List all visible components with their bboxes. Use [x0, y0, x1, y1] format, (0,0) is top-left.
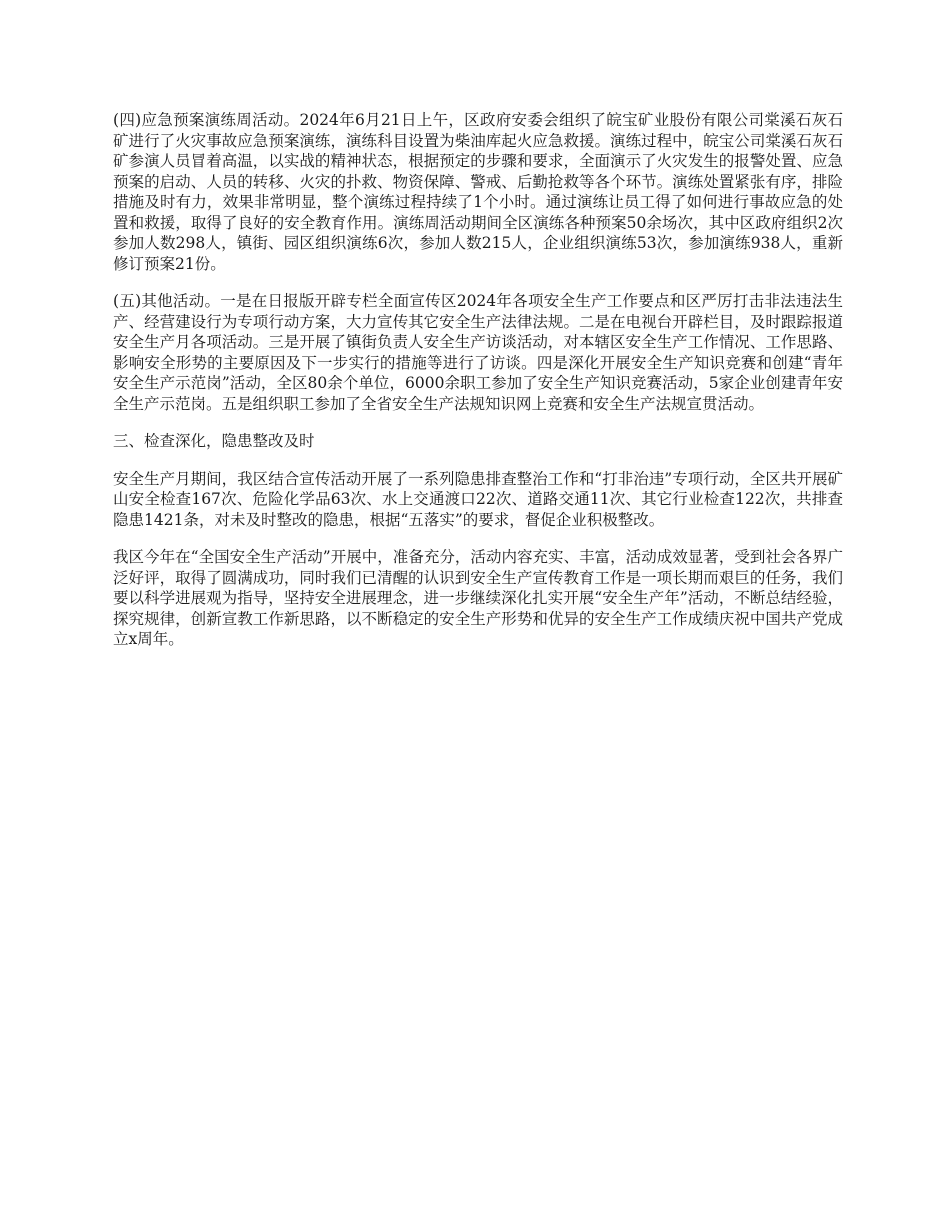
section-heading-inspection: 三、检查深化，隐患整改及时: [113, 432, 315, 450]
document-page: [113, 110, 843, 667]
paragraph-other-activities: (五)其他活动。一是在日报版开辟专栏全面宣传区2024年各项安全生产工作要点和区严厉打击非法违法生产、经营建设行为专项行动方案，大力宣传其它安全生产法律法规。二是在电视台开辟栏目，及时跟踪报道安全生产月各项活动。三是开展了镇街负责人安全生产访谈活动，对本辖区安全生产工作情况、工作思路、影响安全形势的主要原因及下一步实行的措施等进行了访谈。四是深化开展安全生产知识竞赛和创建“青年安全生产示范岗”活动，全区80余个单位，6000余职工参加了安全生产知识竞赛活动，5家企业创建青年安全生产示范岗。五是组织职工参加了全省安全生产法规知识网上竞赛和安全生产法规宣贯活动。: [113, 292, 843, 413]
paragraph-hazard-inspection: 安全生产月期间，我区结合宣传活动开展了一系列隐患排查整治工作和“打非治违”专项行动，全区共开展矿山安全检查167次、危险化学品63次、水上交通渡口22次、道路交通11次、其它行业检查122次，共排查隐患1421条，对未及时整改的隐患，根据“五落实”的要求，督促企业积极整改。: [113, 469, 843, 529]
paragraph-emergency-drill-week: (四)应急预案演练周活动。2024年6月21日上午，区政府安委会组织了皖宝矿业股份有限公司棠溪石灰石矿进行了火灾事故应急预案演练，演练科目设置为柴油库起火应急救援。演练过程中，皖宝公司棠溪石灰石矿参演人员冒着高温，以实战的精神状态，根据预定的步骤和要求，全面演示了火灾发生的报警处置、应急预案的启动、人员的转移、火灾的扑救、物资保障、警戒、后勤抢救等各个环节。演练处置紧张有序，排险措施及时有力，效果非常明显，整个演练过程持续了1个小时。通过演练让员工得了如何进行事故应急的处置和救援，取得了良好的安全教育作用。演练周活动期间全区演练各种预案50余场次，其中区政府组织2次参加人数298人，镇街、园区组织演练6次，参加人数215人，企业组织演练53次，参加演练938人，重新修订预案21份。: [113, 111, 843, 273]
paragraph-summary: 我区今年在“全国安全生产活动”开展中，准备充分，活动内容充实、丰富，活动成效显著，受到社会各界广泛好评，取得了圆满成功，同时我们已清醒的认识到安全生产宣传教育工作是一项长期而艰巨的任务，我们要以科学进展观为指导，坚持安全进展理念，进一步继续深化扎实开展“安全生产年”活动，不断总结经验，探究规律，创新宣教工作新思路，以不断稳定的安全生产形势和优异的安全生产工作成绩庆祝中国共产党成立x周年。: [113, 548, 843, 648]
